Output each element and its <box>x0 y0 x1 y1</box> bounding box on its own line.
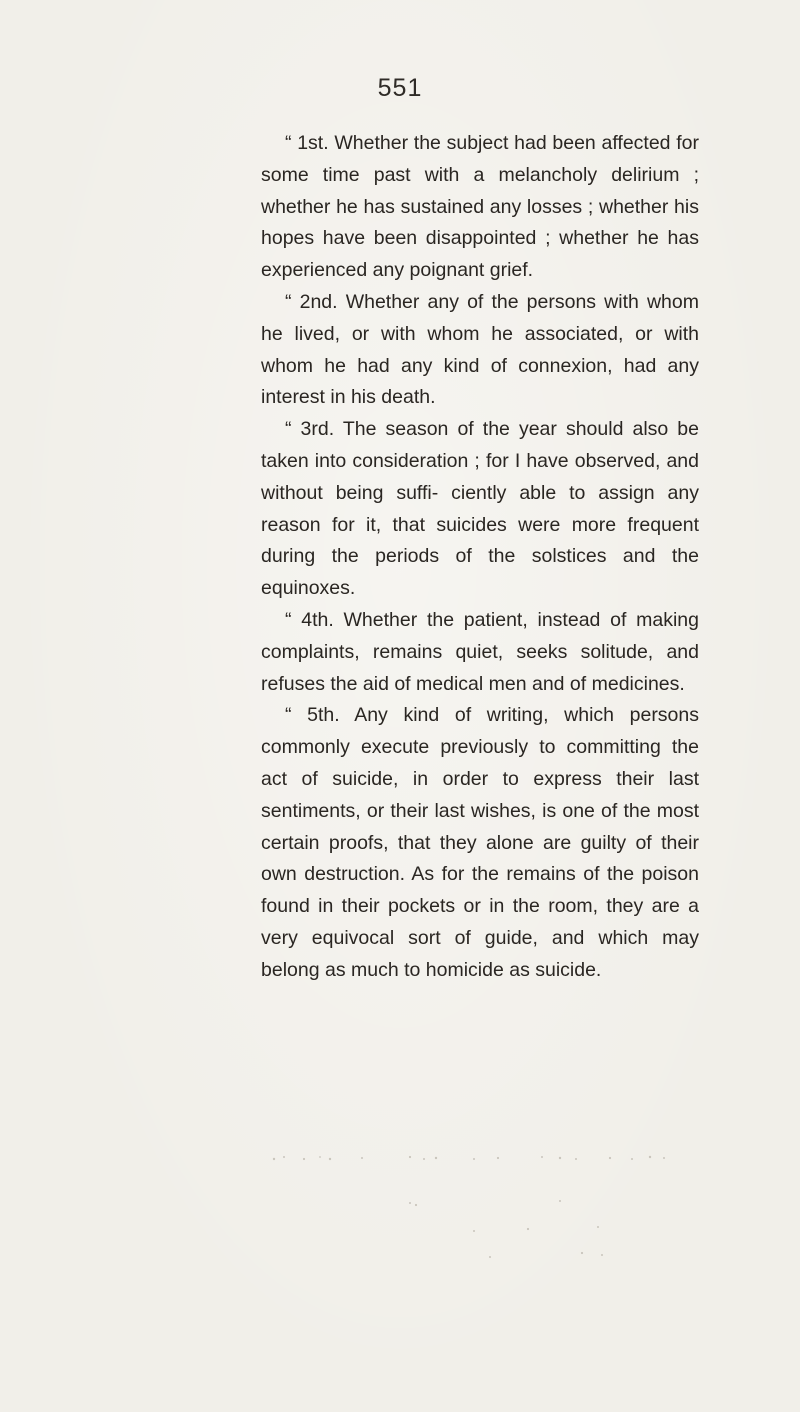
body-text <box>261 128 699 987</box>
paragraph-5th: “ 5th. Any kind of writing, which persons commonly execute previously to committing the act of suicide, in order to express their last sentiments, or their last wishes, is one of the most certain proofs, that they alone are guilty of their own destruction. As for the remains of the poison found in their pockets or in the room, they are a very equivocal sort of guide, and which may belong as much to homicide as suicide. <box>261 704 699 981</box>
paragraph-2nd: “ 2nd. Whether any of the persons with whom he lived, or with whom he associated, or with whom he had any kind of connexion, had any interest in his death. <box>261 290 699 409</box>
paragraph-4th: “ 4th. Whether the patient, instead of making complaints, remains quiet, seeks solitude, and refuses the aid of medical men and of medicines. <box>261 608 699 695</box>
bleed-through-marks <box>260 1135 720 1275</box>
paragraph-1st: “ 1st. Whether the subject had been affected for some time past with a melancholy delirium ; whether he has sustained any losses ; whether his hopes have been disappointed ; whether he has experienced any poignant grief. <box>261 132 699 282</box>
page-number: 551 <box>377 74 423 102</box>
paragraph-3rd: “ 3rd. The season of the year should also be taken into consideration ; for I have observed, and without being suffi- ciently able to assign any reason for it, that suicides were more frequent during the periods of the solstices and the equinoxes. <box>261 418 699 600</box>
